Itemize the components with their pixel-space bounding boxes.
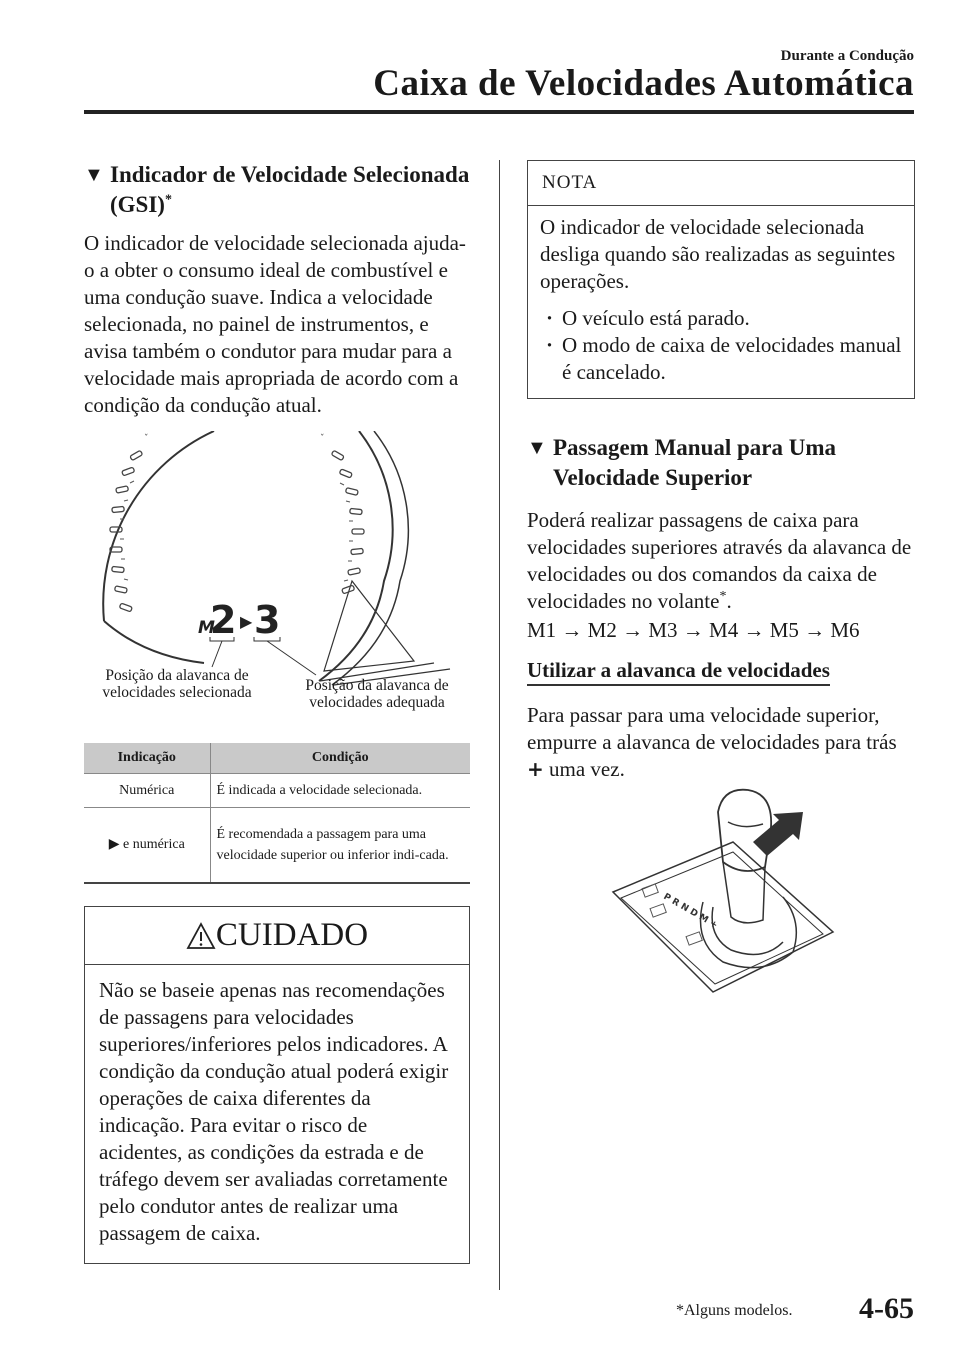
page-title: Caixa de Velocidades Automática — [373, 63, 914, 104]
indication-table — [84, 743, 470, 884]
gsi-intro: O indicador de velocidade selecionada ajuda-o a obter o consumo ideal de combustível e uma condução suave. Indica a velocidade selecionada, no painel de instrumentos, e avisa também o condutor para mudar para a velocidade mais apropriada de acordo com a condição da condução atual. — [84, 231, 466, 417]
table-cell: ▶ e numérica — [84, 807, 210, 883]
table-header: Condição — [210, 743, 470, 773]
left-column — [84, 160, 470, 1264]
page-number: 4-65 — [859, 1292, 914, 1325]
table-row — [84, 807, 470, 883]
list-item: · O modo de caixa de velocidades manual é cancelado. — [540, 332, 902, 386]
caution-text: Não se baseie apenas nas recomendações de passagens para velocidades superiores/inferiores pelos indicadores. A condição da condução atual poderá exigir operações de caixa diferentes da indicação. Para evitar o risco de acidentes, as condições da estrada e de tráfego devem ser avaliadas corretamente pelo condutor antes de realizar uma passagem de caixa. — [99, 978, 449, 1245]
list-item: · O veículo está parado. — [540, 305, 902, 332]
selected-gear: 2 — [210, 598, 237, 642]
table-header: Indicação — [84, 743, 210, 773]
table-cell: É recomendada a passagem para uma velocidade superior ou inferior indi-cada. — [210, 807, 470, 883]
heading-text: Passagem Manual para Uma Velocidade Superior — [553, 435, 837, 490]
gear-lever-illustration — [603, 782, 843, 1012]
subheading-lever: Utilizar a alavanca de velocidades — [527, 656, 830, 686]
table-cell: É indicada a velocidade selecionada. — [210, 773, 470, 807]
section-heading-gsi — [84, 160, 470, 220]
triangle-icon: ▼ — [84, 164, 104, 186]
header-rule — [84, 110, 914, 114]
gate-letters: P R N D M + — [661, 891, 720, 931]
lever-instruction: Para passar para uma velocidade superior, empurre a alavanca de velocidades para trás + uma vez. — [527, 703, 897, 781]
label-selected-position: Posição da alavanca de velocidades selecionada — [102, 667, 252, 701]
table-row — [84, 773, 470, 807]
suggested-gear: 3 — [254, 598, 281, 642]
arrow-icon: ▶ — [240, 612, 253, 631]
nota-text: O indicador de velocidade selecionada desliga quando são realizadas as seguintes operações. — [540, 215, 896, 293]
mode-letter: M — [198, 618, 215, 638]
nota-box — [527, 160, 915, 399]
caution-box — [84, 906, 470, 1264]
header-section: Durante a Condução — [780, 48, 914, 64]
heading-text: Indicador de Velocidade Selecionada (GSI)* — [110, 162, 470, 217]
right-column — [527, 160, 915, 931]
upshift-intro: Poderá realizar passagens de caixa para velocidades superiores através da alavanca de velocidades ou dos comandos da caixa de velocidades no volante*. — [527, 508, 912, 613]
svg-text:ˇ: ˇ — [144, 434, 149, 444]
nota-header: NOTA — [528, 161, 914, 206]
nota-list — [540, 305, 902, 386]
warning-icon — [186, 922, 216, 950]
section-heading-upshift — [527, 433, 915, 493]
footnote: *Alguns modelos. — [676, 1302, 793, 1319]
gsi-cluster-figure — [84, 431, 470, 721]
table-cell: Numérica — [84, 773, 210, 807]
triangle-icon: ▼ — [527, 437, 547, 459]
table-header-row — [84, 743, 470, 773]
svg-text:ˇ: ˇ — [320, 434, 325, 444]
gear-sequence: M1 → M2 → M3 → M4 → M5 → M6 — [527, 618, 860, 642]
nota-body — [528, 206, 914, 398]
caution-header — [85, 907, 469, 965]
column-divider — [499, 160, 500, 1290]
label-suitable-position: Posição da alavanca de velocidades adequada — [305, 677, 449, 711]
plus-icon: + — [527, 757, 544, 781]
arrow-icon: ▶ — [108, 837, 120, 853]
caution-title: CUIDADO — [215, 917, 369, 953]
